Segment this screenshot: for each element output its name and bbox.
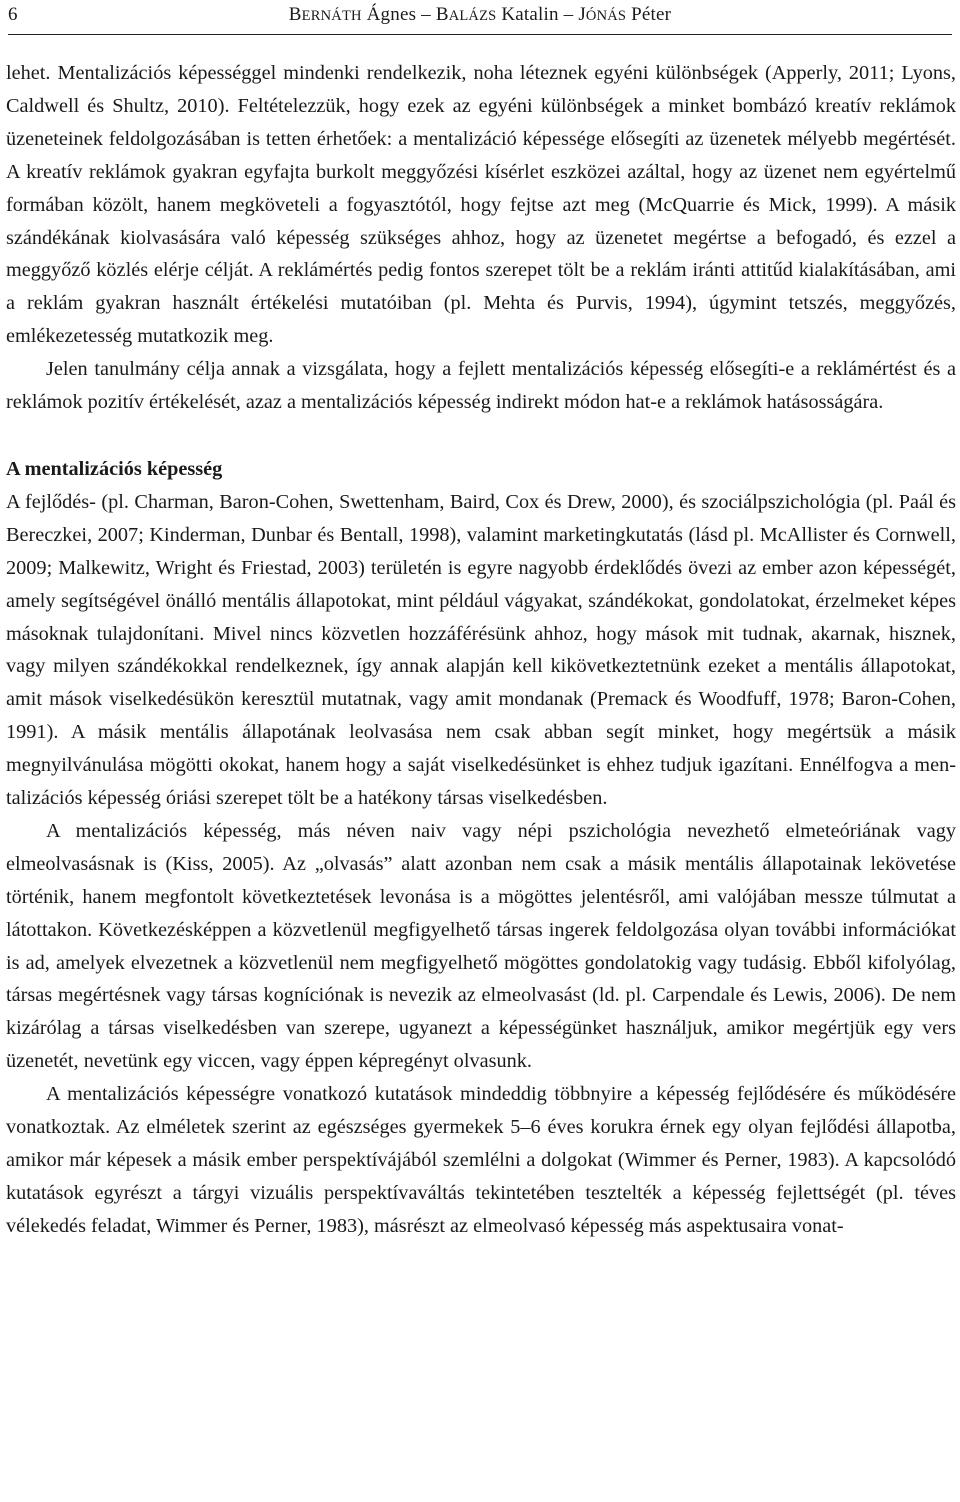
- author-separator: –: [563, 4, 574, 25]
- author-name: BALÁZS Katalin: [435, 4, 559, 25]
- running-head: [8, 0, 952, 35]
- section-heading: A mentalizációs képesség: [6, 457, 223, 480]
- body-paragraph: Jelen tanulmány célja annak a vizsgálata, hogy a fejlett mentalizációs képesség elősegíti-e a reklámértést és a reklámok pozitív értékelését, azaz a mentalizációs képesség indirekt módon hat-e a reklámok hatásosságára.: [6, 358, 956, 414]
- author-name: BERNÁTH Ágnes: [288, 4, 417, 25]
- body-paragraph: A mentalizációs képesség, más néven naiv vagy népi pszichológia nevezhető elmeteóriának vagy elmeolvasásnak is (Kiss, 2005). Az „olvasás” alatt azonban nem csak a másik mentális állapotainak lekövetése történik, hanem megfontolt következtetések levonása is a mögöttes jelentésről, ami valójában messze túlmutat a látottakon. Következésképpen a közvetlenül megfigyelhető társas ingerek feldolgozása olyan további információkat is ad, amelyek elvezetnek a közvetlenül nem megfigyelhető mögöttes gondolatokig vagy tudásig. Ebből kifolyólag, társas megértésnek vagy társas kogníciónak is nevezik az elmeolvasást (ld. pl. Carpendale és Lewis, 2006). De nem kizárólag a társas viselkedésben van szerepe, ugyanezt a képességünket használjuk, amikor megértjük egy vers üzenetét, nevetünk egy viccen, vagy éppen képregényt olvasunk.: [6, 819, 956, 1073]
- author-name: JÓNÁS Péter: [578, 4, 672, 25]
- page-number: 6: [8, 4, 18, 25]
- body-paragraph: A fejlődés- (pl. Charman, Baron-Cohen, Swettenham, Baird, Cox és Drew, 2000), és szociálpszichológia (pl. Paál és Bereczkei, 2007; Kinderman, Dunbar és Bentall, 1998), valamint marketingkutatás (lásd pl. McAllister és Cornwell, 2009; Malkewitz, Wright és Friestad, 2003) területén is egyre nagyobb érdeklődés övezi az ember azon képességét, amely segítségével önálló mentális állapotokat, mint például vágyakat, szándékokat, gondolatokat, érzelmeket képes másoknak tulajdonítani. Mivel nincs közvetlen hozzáférésünk ahhoz, hogy mások mit tudnak, akarnak, hisznek, vagy milyen szándékokkal rendelkeznek, így annak alapján kell kikövetkeztetnünk ezeket a mentális állapotokat, amit mások viselkedésükön keresztül mutatnak, vagy amit mondanak (Premack és Woodfuff, 1978; Baron-Cohen, 1991). A másik mentális állapotának leolvasása nem csak abban segít minket, hogy megértsük a másik megnyilvánulása mögötti okokat, hanem hogy a saját viselkedésünket is ehhez tudjuk igazítani. Ennélfogva a mentalizációs képesség óriási szerepet tölt be a hatékony társas viselkedésben.: [6, 490, 956, 810]
- header-authors: [8, 0, 952, 31]
- author-separator: –: [421, 4, 431, 25]
- page-body: [6, 57, 956, 1243]
- body-paragraph: A mentalizációs képességre vonatkozó kutatások mindeddig többnyire a képesség fejlődésére és működésére vonatkoztak. Az elméletek szerint az egészséges gyermekek 5–6 éves korukra érnek egy olyan fejlődési állapotba, amikor már képesek a másik ember perspektívájából szemlélni a dolgokat (Wimmer és Perner, 1983). A kapcsolódó kutatások egyrészt a tárgyi vizuális perspektívaváltás tekintetében tesztelték a képesség fejlettségét (pl. téves vélekedés feladat, Wimmer és Perner, 1983), másrészt az elmeolvasó képesség más aspektusaira vonat-: [6, 1083, 956, 1237]
- body-paragraph: lehet. Mentalizációs képességgel mindenki rendelkezik, noha léteznek egyéni különbségek (Apperly, 2011; Lyons, Caldwell és Shultz, 2010). Feltételezzük, hogy ezek az egyéni különbségek a minket bombázó kreatív reklámok üzeneteinek feldolgozásában is tetten érhetőek: a mentalizáció képessége elősegíti az üzenetek mélyebb megértését. A kreatív reklámok gyakran egyfajta burkolt meggyőzési kísérlet eszközei azáltal, hogy az üzenet nem egyértelmű formában közölt, hanem megköveteli a fogyasztótól, hogy fejtse azt meg (McQuarrie és Mick, 1999). A másik szándékának kiolvasására való képesség szükséges ahhoz, hogy az üzenetet megértse a befogadó, és ezzel a meggyőző közlés elérje célját. A reklámértés pedig fontos szerepet tölt be a reklám iránti attitűd kialakításában, ami a reklám gyakran használt értékelési mutatóiban (pl. Mehta és Purvis, 1994), úgymint tetszés, meggyőzés, emlékezetesség mutatkozik meg.: [6, 62, 956, 348]
